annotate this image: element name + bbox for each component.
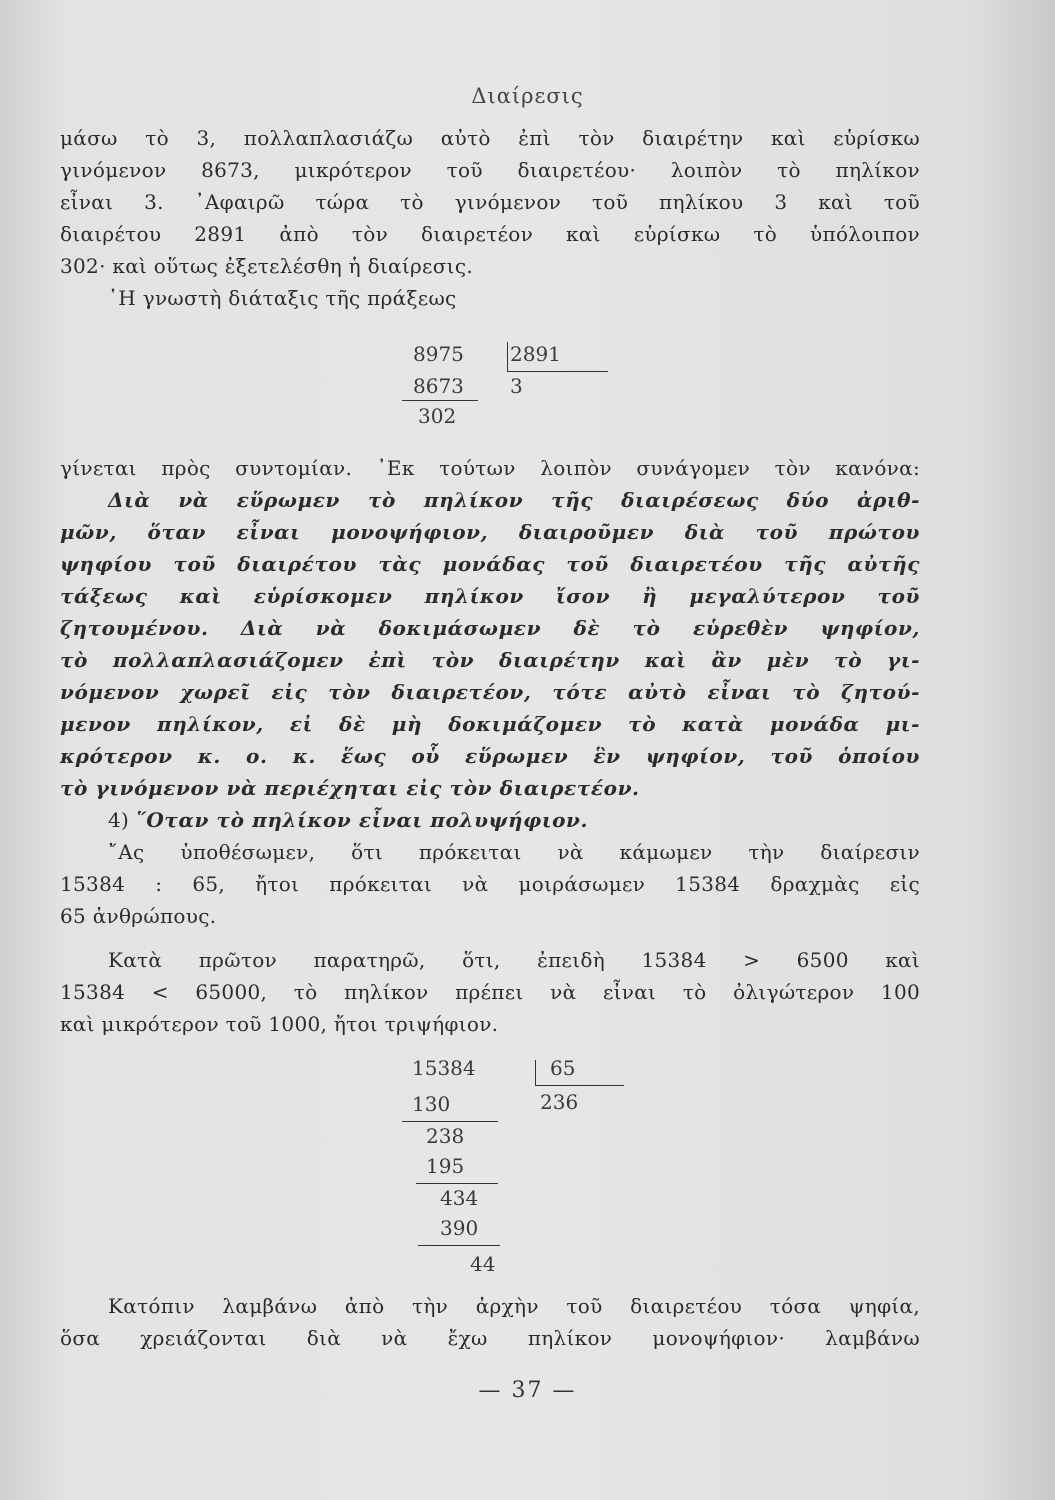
subtraction-rule bbox=[402, 400, 478, 401]
quotient: 3 bbox=[510, 374, 523, 398]
text-line: ῎Ας ὑποθέσωμεν, ὅτι πρόκειται νὰ κάμωμεν τὴν διαίρεσιν bbox=[108, 840, 920, 864]
rule-text-line: κρότερον κ. ο. κ. ἕως οὗ εὕρωμεν ἓν ψηφίον, τοῦ ὁποίου bbox=[60, 744, 920, 768]
divisor: 2891 bbox=[510, 342, 561, 366]
remainder: 302 bbox=[418, 404, 457, 428]
divisor-rule bbox=[536, 1085, 624, 1086]
dividend: 8975 bbox=[413, 342, 464, 366]
case-heading bbox=[108, 808, 920, 832]
text-line: μάσω τὸ 3, πολλαπλασιάζω αὐτὸ ἐπὶ τὸν διαιρέτην καὶ εὑρίσκω bbox=[60, 126, 920, 150]
text-line: ὅσα χρειάζονται διὰ νὰ ἔχω πηλίκον μονοψήφιον· λαμβάνω bbox=[60, 1326, 920, 1350]
subtraction-rule bbox=[402, 1121, 498, 1122]
text-line: γίνεται πρὸς συντομίαν. ᾿Εκ τούτων λοιπὸν συνάγομεν τὸν κανόνα: bbox=[60, 456, 920, 480]
case-number: 4) bbox=[108, 808, 130, 832]
text-line: 15384 < 65000, τὸ πηλίκον πρέπει νὰ εἶναι τὸ ὀλιγώτερον 100 bbox=[60, 980, 920, 1004]
dividend: 15384 bbox=[412, 1056, 476, 1080]
division-bar bbox=[507, 342, 508, 372]
text-line: γινόμενον 8673, μικρότερον τοῦ διαιρετέου· λοιπὸν τὸ πηλίκον bbox=[60, 158, 920, 182]
page-number: — 37 — bbox=[478, 1378, 577, 1403]
rule-text-line: νόμενον χωρεῖ εἰς τὸν διαιρετέον, τότε αὐτὸ εἶναι τὸ ζητού- bbox=[60, 680, 920, 704]
partial-dividend: 434 bbox=[440, 1186, 479, 1210]
text-line: Κατὰ πρῶτον παρατηρῶ, ὅτι, ἐπειδὴ 15384 > 6500 καὶ bbox=[108, 948, 920, 972]
remainder: 44 bbox=[470, 1252, 496, 1276]
subtraction-rule bbox=[418, 1245, 500, 1246]
rule-text-line: τὸ γινόμενον νὰ περιέχηται εἰς τὸν διαιρετέον. bbox=[60, 776, 640, 800]
text-line: διαιρέτου 2891 ἀπὸ τὸν διαιρετέον καὶ εὑρίσκω τὸ ὑπόλοιπον bbox=[60, 222, 920, 246]
text-line: 15384 : 65, ἤτοι πρόκειται νὰ μοιράσωμεν 15384 δραχμὰς εἰς bbox=[60, 872, 920, 896]
case-title: ῞Οταν τὸ πηλίκον εἶναι πολυψήφιον. bbox=[135, 808, 589, 832]
text-line: 302· καὶ οὕτως ἐξετελέσθη ἡ διαίρεσις. bbox=[60, 254, 473, 278]
rule-text-line: Διὰ νὰ εὕρωμεν τὸ πηλίκον τῆς διαιρέσεως δύο ἀριθ- bbox=[108, 488, 920, 512]
text-line: καὶ μικρότερον τοῦ 1000, ἤτοι τριψήφιον. bbox=[60, 1012, 499, 1036]
rule-text-line: τάξεως καὶ εὑρίσκομεν πηλίκον ἴσον ἢ μεγαλύτερον τοῦ bbox=[60, 584, 920, 608]
text-line: ῾Η γνωστὴ διάταξις τῆς πράξεως bbox=[108, 286, 457, 310]
running-header: Διαίρεσις bbox=[471, 84, 584, 108]
rule-text-line: ψηφίου τοῦ διαιρέτου τὰς μονάδας τοῦ διαιρετέου τῆς αὐτῆς bbox=[60, 552, 920, 576]
rule-text-line: ζητουμένου. Διὰ νὰ δοκιμάσωμεν δὲ τὸ εὑρεθὲν ψηφίον, bbox=[60, 616, 920, 640]
division-bar bbox=[535, 1060, 536, 1086]
subtrahend: 390 bbox=[440, 1216, 479, 1240]
quotient: 236 bbox=[540, 1090, 579, 1114]
text-line: 65 ἀνθρώπους. bbox=[60, 904, 217, 928]
product: 8673 bbox=[413, 374, 464, 398]
rule-text-line: τὸ πολλαπλασιάζομεν ἐπὶ τὸν διαιρέτην καὶ ἂν μὲν τὸ γι- bbox=[60, 648, 920, 672]
subtraction-rule bbox=[416, 1183, 498, 1184]
subtrahend: 195 bbox=[426, 1154, 465, 1178]
divisor-rule bbox=[508, 371, 608, 372]
subtrahend: 130 bbox=[412, 1092, 451, 1116]
text-line: Κατόπιν λαμβάνω ἀπὸ τὴν ἀρχὴν τοῦ διαιρετέου τόσα ψηφία, bbox=[108, 1294, 920, 1318]
partial-dividend: 238 bbox=[426, 1124, 465, 1148]
rule-text-line: μενον πηλίκον, εἰ δὲ μὴ δοκιμάζομεν τὸ κατὰ μονάδα μι- bbox=[60, 712, 920, 736]
divisor: 65 bbox=[550, 1056, 576, 1080]
rule-text-line: μῶν, ὅταν εἶναι μονοψήφιον, διαιροῦμεν διὰ τοῦ πρώτου bbox=[60, 520, 920, 544]
text-line: εἶναι 3. ᾿Αφαιρῶ τώρα τὸ γινόμενον τοῦ πηλίκου 3 καὶ τοῦ bbox=[60, 190, 920, 214]
